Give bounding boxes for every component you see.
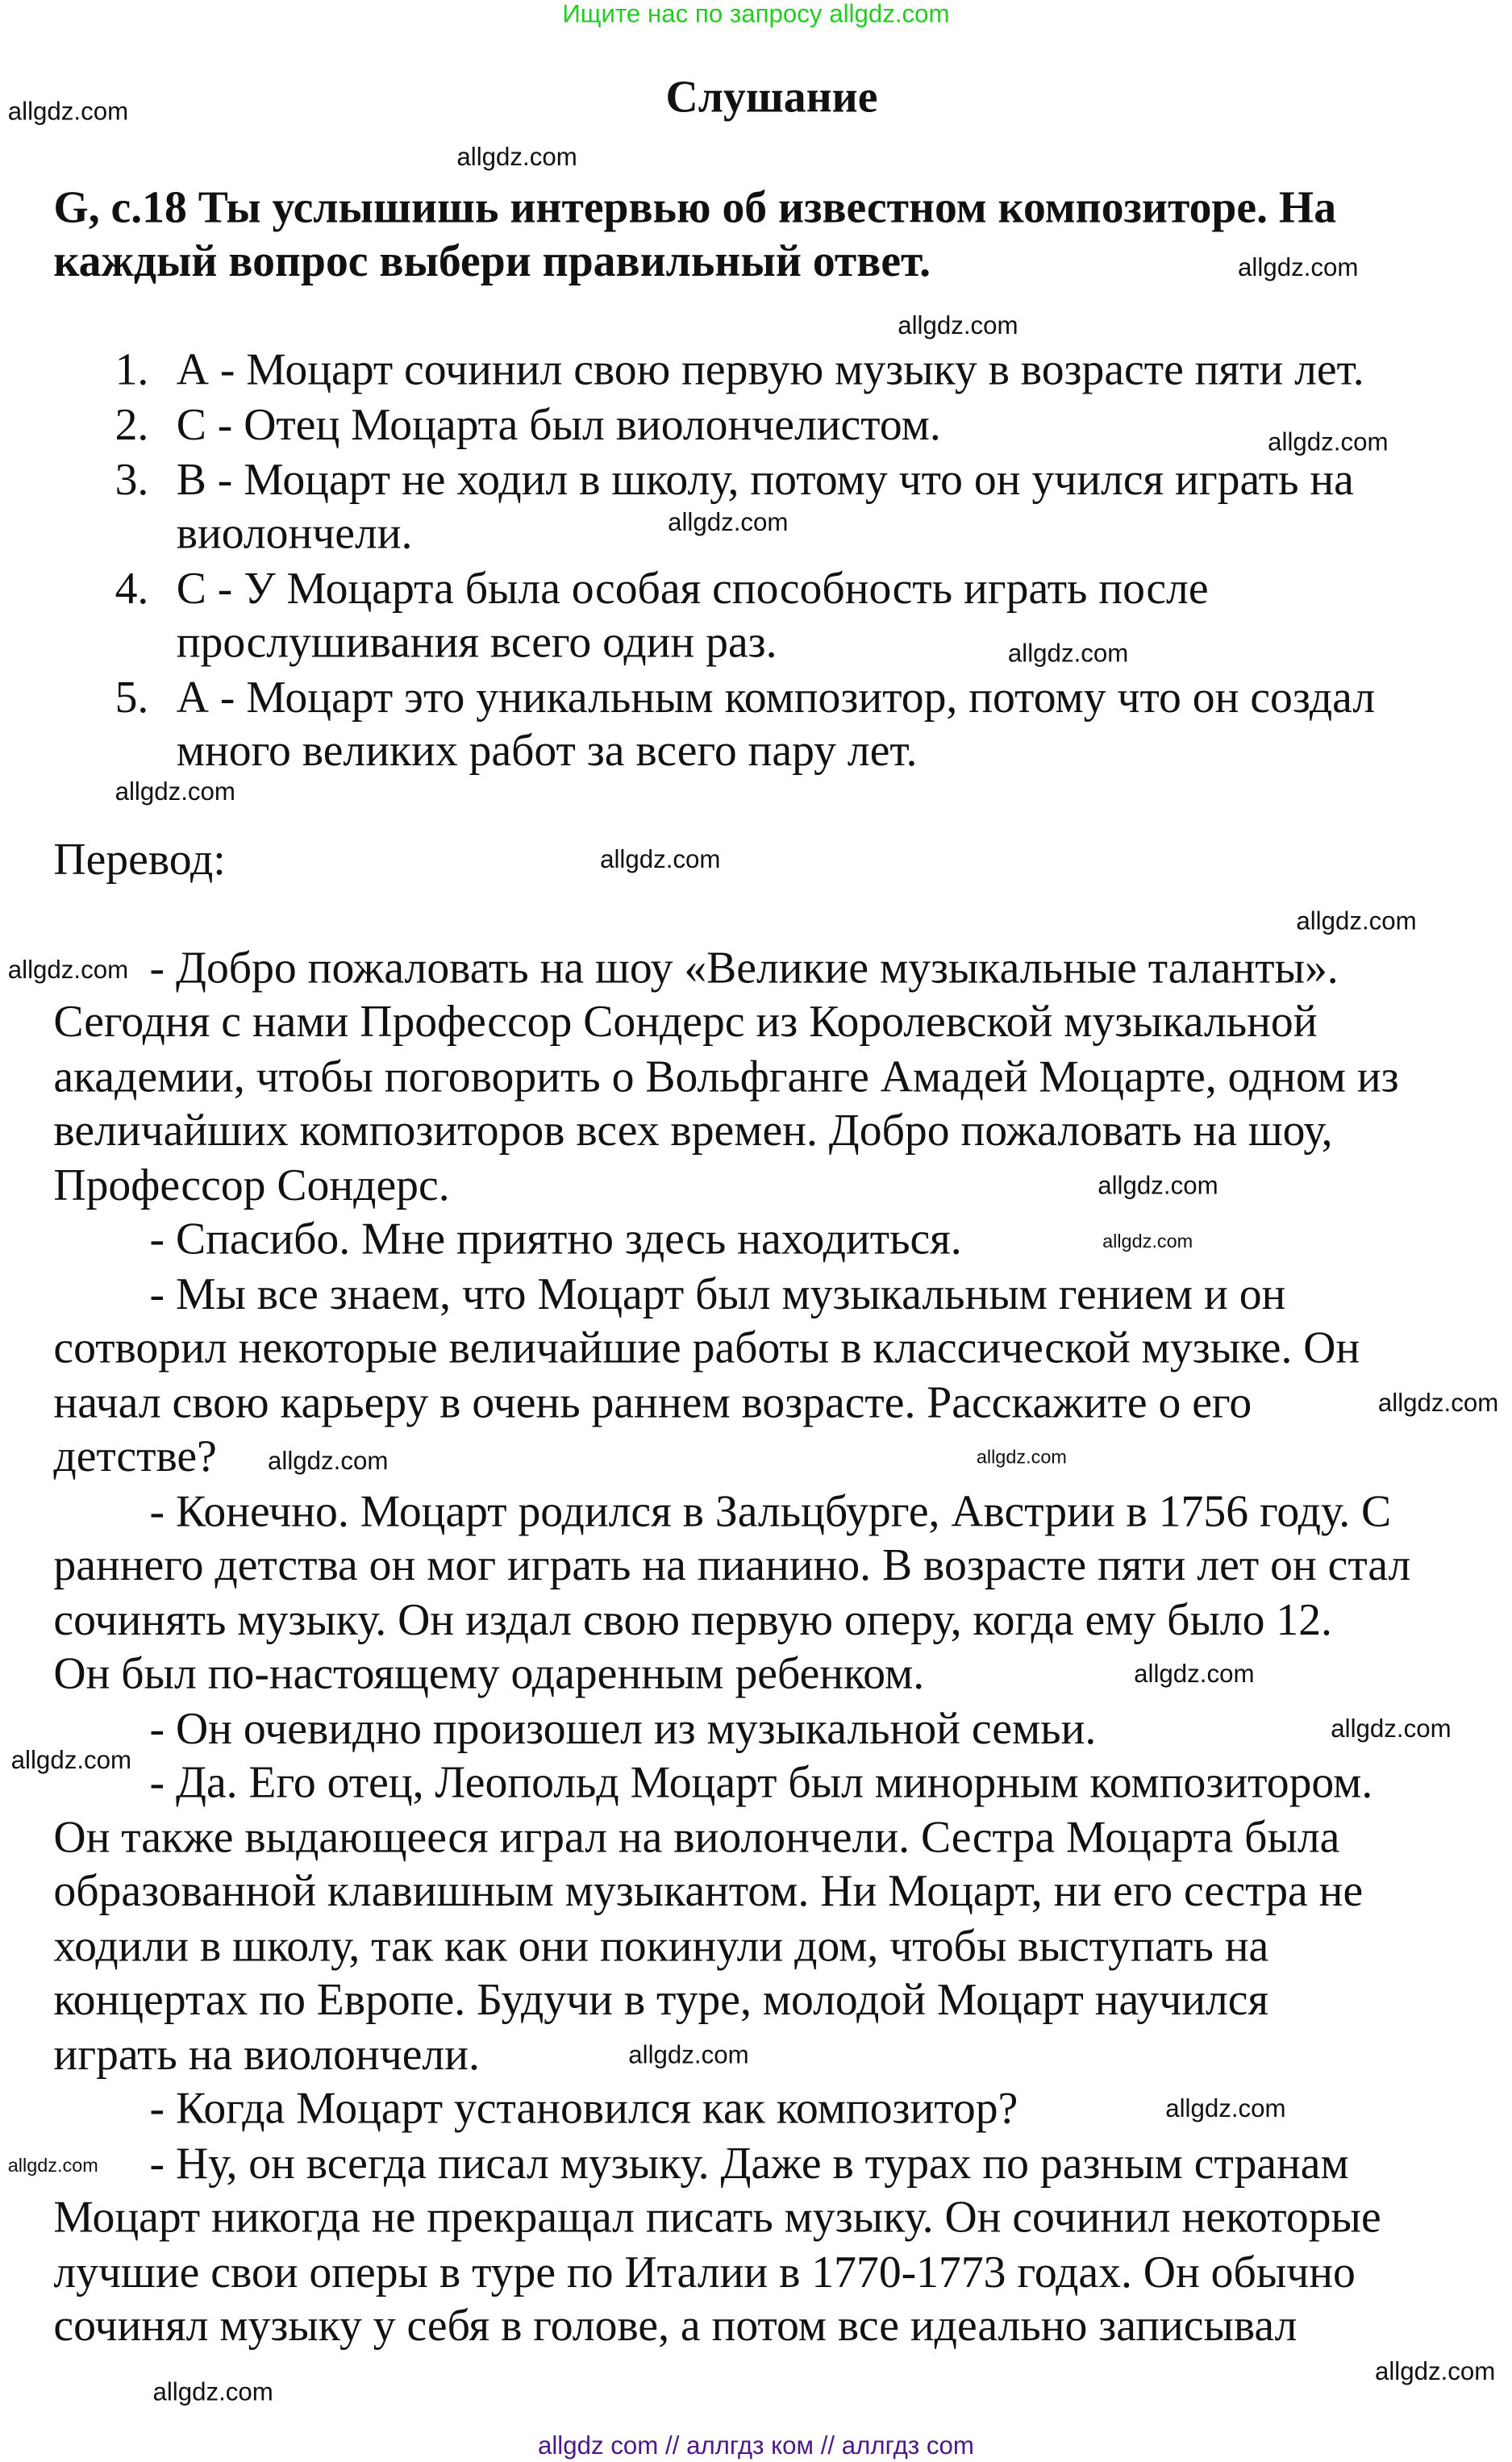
watermark: allgdz.com [668,510,789,537]
translation-line: Моцарт никогда не прекращал писать музыку. Он сочинил некоторые [53,2193,1381,2243]
answer-number: 2. [115,402,149,451]
task-line: G, с.18 Ты услышишь интервью об известном композиторе. На [53,184,1337,234]
watermark: allgdz.com [1331,1716,1452,1743]
translation-line: Профессор Сондерс. [53,1162,450,1211]
answer-text: много великих работ за всего пару лет. [176,727,918,777]
translation-line: детстве? [53,1433,217,1482]
translation-line: - Спасибо. Мне приятно здесь находиться. [149,1215,962,1265]
watermark: allgdz.com [1377,1390,1499,1418]
watermark: allgdz.com [1238,255,1359,282]
answer-text: А - Моцарт сочинил свою первую музыку в возрасте пяти лет. [176,346,1364,396]
answer-text: В - Моцарт не ходил в школу, потому что он учился играть на [176,456,1354,506]
watermark: allgdz.com [10,1748,132,1776]
task-line: каждый вопрос выбери правильный ответ. [53,237,931,287]
watermark: allgdz.com [1007,640,1129,669]
watermark: allgdz.com [456,144,577,172]
watermark: allgdz.com [1165,2096,1286,2123]
translation-line: - Конечно. Моцарт родился в Зальцбурге, Австрии в 1756 году. С [149,1488,1392,1538]
watermark: allgdz.com [1102,1230,1193,1252]
watermark: allgdz.com [1134,1661,1255,1689]
translation-line: образованной клавишным музыкантом. Ни Моцарт, ни его сестра не [53,1868,1364,1917]
translation-line: - Мы все знаем, что Моцарт был музыкальным гением и он [149,1271,1286,1320]
footer-links[interactable]: allgdz com // аллгдз ком // аллгдз com [537,2433,974,2460]
answer-text: С - У Моцарта была особая способность играть после [176,565,1209,614]
watermark: allgdz.com [898,313,1018,340]
watermark: allgdz.com [1374,2359,1496,2386]
translation-line: - Когда Моцарт установился как композитор? [149,2085,1018,2135]
translation-line: сочинять музыку. Он издал свою первую оперу, когда ему было 12. [53,1597,1332,1646]
answer-text: виолончели. [176,510,413,560]
watermark: allgdz.com [600,847,721,874]
watermark: allgdz.com [628,2043,749,2070]
translation-heading: Перевод: [53,836,226,885]
translation-line: лучшие свои оперы в туре по Италии в 1770-1773 годах. Он обычно [53,2248,1356,2298]
watermark: allgdz.com [268,1448,389,1476]
watermark: allgdz.com [152,2379,273,2407]
watermark: allgdz.com [976,1445,1067,1468]
translation-line: сочинял музыку у себя в голове, а потом все идеально записывал [53,2302,1297,2352]
translation-line: концертах по Европе. Будучи в туре, молодой Моцарт научился [53,1977,1269,2026]
answer-number: 3. [115,456,149,506]
translation-line: раннего детства он мог играть на пианино. В возрасте пяти лет он стал [53,1541,1411,1591]
translation-line: величайших композиторов всех времен. Добро пожаловать на шоу, [53,1106,1333,1156]
watermark: allgdz.com [1098,1173,1218,1201]
watermark: allgdz.com [1268,430,1389,457]
translation-line: академии, чтобы поговорить о Вольфганге Амадей Моцарте, одном из [53,1053,1399,1103]
answer-number: 5. [115,673,149,723]
watermark: allgdz.com [7,2154,98,2177]
page-title: Слушание [665,73,878,123]
watermark: allgdz.com [7,957,129,985]
watermark: allgdz.com [7,99,129,127]
translation-line: - Он очевидно произошел из музыкальной семьи. [149,1706,1097,1755]
translation-line: Сегодня с нами Профессор Сондерс из Королевской музыкальной [53,998,1318,1048]
header-banner[interactable]: Ищите нас по запросу allgdz.com [562,1,950,29]
translation-line: Он также выдающееся играл на виолончели. Сестра Моцарта была [53,1814,1340,1864]
watermark: allgdz.com [115,779,235,806]
translation-line: начал свою карьеру в очень раннем возрасте. Расскажите о его [53,1379,1252,1429]
translation-line: - Добро пожаловать на шоу «Великие музыкальные таланты». [149,944,1339,994]
answer-text: прослушивания всего один раз. [176,619,777,669]
translation-line: - Да. Его отец, Леопольд Моцарт был минорным композитором. [149,1759,1373,1809]
translation-line: ходили в школу, так как они покинули дом, чтобы выступать на [53,1923,1269,1973]
translation-line: - Ну, он всегда писал музыку. Даже в турах по разным странам [149,2140,1349,2189]
translation-line: Он был по-настоящему одаренным ребенком. [53,1650,925,1700]
answer-text: С - Отец Моцарта был виолончелистом. [176,402,941,451]
watermark: allgdz.com [1296,908,1417,936]
translation-line: играть на виолончели. [53,2031,480,2081]
answer-number: 4. [115,565,149,614]
answer-number: 1. [115,346,149,396]
answer-text: А - Моцарт это уникальным композитор, потому что он создал [176,673,1376,723]
translation-line: сотворил некоторые величайшие работы в классической музыке. Он [53,1324,1360,1374]
